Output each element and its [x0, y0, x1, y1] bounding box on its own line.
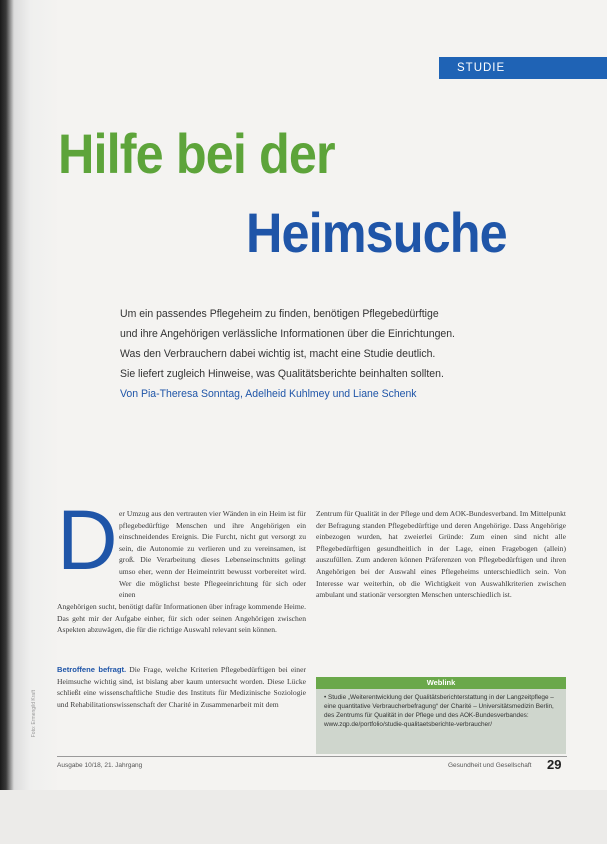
lead-line: Was den Verbrauchern dabei wichtig ist, macht eine Studie deutlich.	[120, 348, 436, 360]
footer-issue: Ausgabe 10/18, 21. Jahrgang	[57, 762, 143, 769]
weblink-text[interactable]: • Studie „Weiterentwicklung der Qualitätsberichterstattung in der Langzeitpflege – eine quantitative Verbraucherbefragung“ der Charité – Universitätsmedizin Berlin, des Zentrums für Qualität in der Pflege und des AOK-Bundesverbandes: www.zqp.de/portfolio/studie-qualitaetsberichte-verbraucher/	[324, 694, 554, 728]
photo-credit: Foto: Ermengild Kraft	[31, 690, 37, 738]
run-in-heading: Betroffene befragt.	[57, 665, 127, 674]
lead-line: Sie liefert zugleich Hinweise, was Qualitätsberichte beinhalten sollten.	[120, 368, 444, 380]
body-text-col2: Zentrum für Qualität in der Pflege und dem AOK-Bundesverband. Im Mittelpunkt der Befragung standen Pflegebedürftige und deren Angehörige. Dass Angehörige einbezogen wurden, hat zweierlei Gründe: Zum einen sind nicht alle Pflegebedürftigen gesundheitlich in der Lage, einen Fragebogen (allein) auszufüllen. Zum anderen können Präferenzen von Pflegebedürftigen und ihren Angehörigen bei der Auswahl eines Pflegeheims unterschiedlich sein. Von Interesse war weiterhin, ob die Wichtigkeit von Auswahlkriterien zwischen ambulant und stationär versorgten Menschen unterschiedlich ist.	[316, 509, 566, 600]
page-number: 29	[547, 757, 562, 772]
weblink-heading: Weblink	[316, 677, 566, 689]
title-line-2: Heimsuche	[246, 201, 507, 264]
section-tag: STUDIE	[439, 57, 607, 79]
body-text-continued: Die Frage, welche Kriterien Pflegebedürftigen bei einer Heimsuche wichtig sind, ist bislang aber kaum untersucht worden. Diese Lücke schließt eine wissenschaftliche Studie des Instituts für Medizinische Soziologie und Rehabilitationswissenschaft der Charité in Zusammenarbeit mit dem	[57, 665, 306, 709]
title-line-1: Hilfe bei der	[58, 122, 335, 185]
lead-line: und ihre Angehörigen verlässliche Informationen über die Einrichtungen.	[120, 328, 455, 340]
weblink-box	[316, 677, 566, 754]
body-text-col1-top: er Umzug aus den vertrauten vier Wänden in ein Heim ist für pflegebedürftige Menschen und ihre Angehörigen ein einschneidendes Ereignis. Die Furcht, nicht gut versorgt zu sein, die Autonomie zu verlieren und zu vereinsamen, ist groß. Die Verarbeitung dieses Lebenseinschnitts gelingt umso eher, wenn der Heimeintritt bewusst vorbereitet wird. Wer die möglichst beste Pflegeeinrichtung für sich oder einen	[119, 509, 306, 600]
lead-line: Um ein passendes Pflegeheim zu finden, benötigen Pflegebedürftige	[120, 308, 439, 320]
lead-paragraph	[120, 304, 516, 404]
footer-magazine-name: Gesundheit und Gesellschaft	[448, 762, 532, 769]
drop-cap: D	[57, 493, 118, 587]
byline: Von Pia-Theresa Sonntag, Adelheid Kuhlmey und Liane Schenk	[120, 388, 417, 400]
page-bottom-margin	[0, 790, 607, 844]
footer-rule	[57, 756, 567, 757]
body-text-col1-bottom	[57, 664, 306, 710]
body-text-col1-mid: Angehörigen sucht, benötigt dafür Informationen über infrage kommende Heime. Das geht mir der Aufgabe einher, für sich oder seinen Angehörigen zwischen Aspekten abzuwägen, die für die richtige Auswahl relevant sein können.	[57, 602, 306, 635]
